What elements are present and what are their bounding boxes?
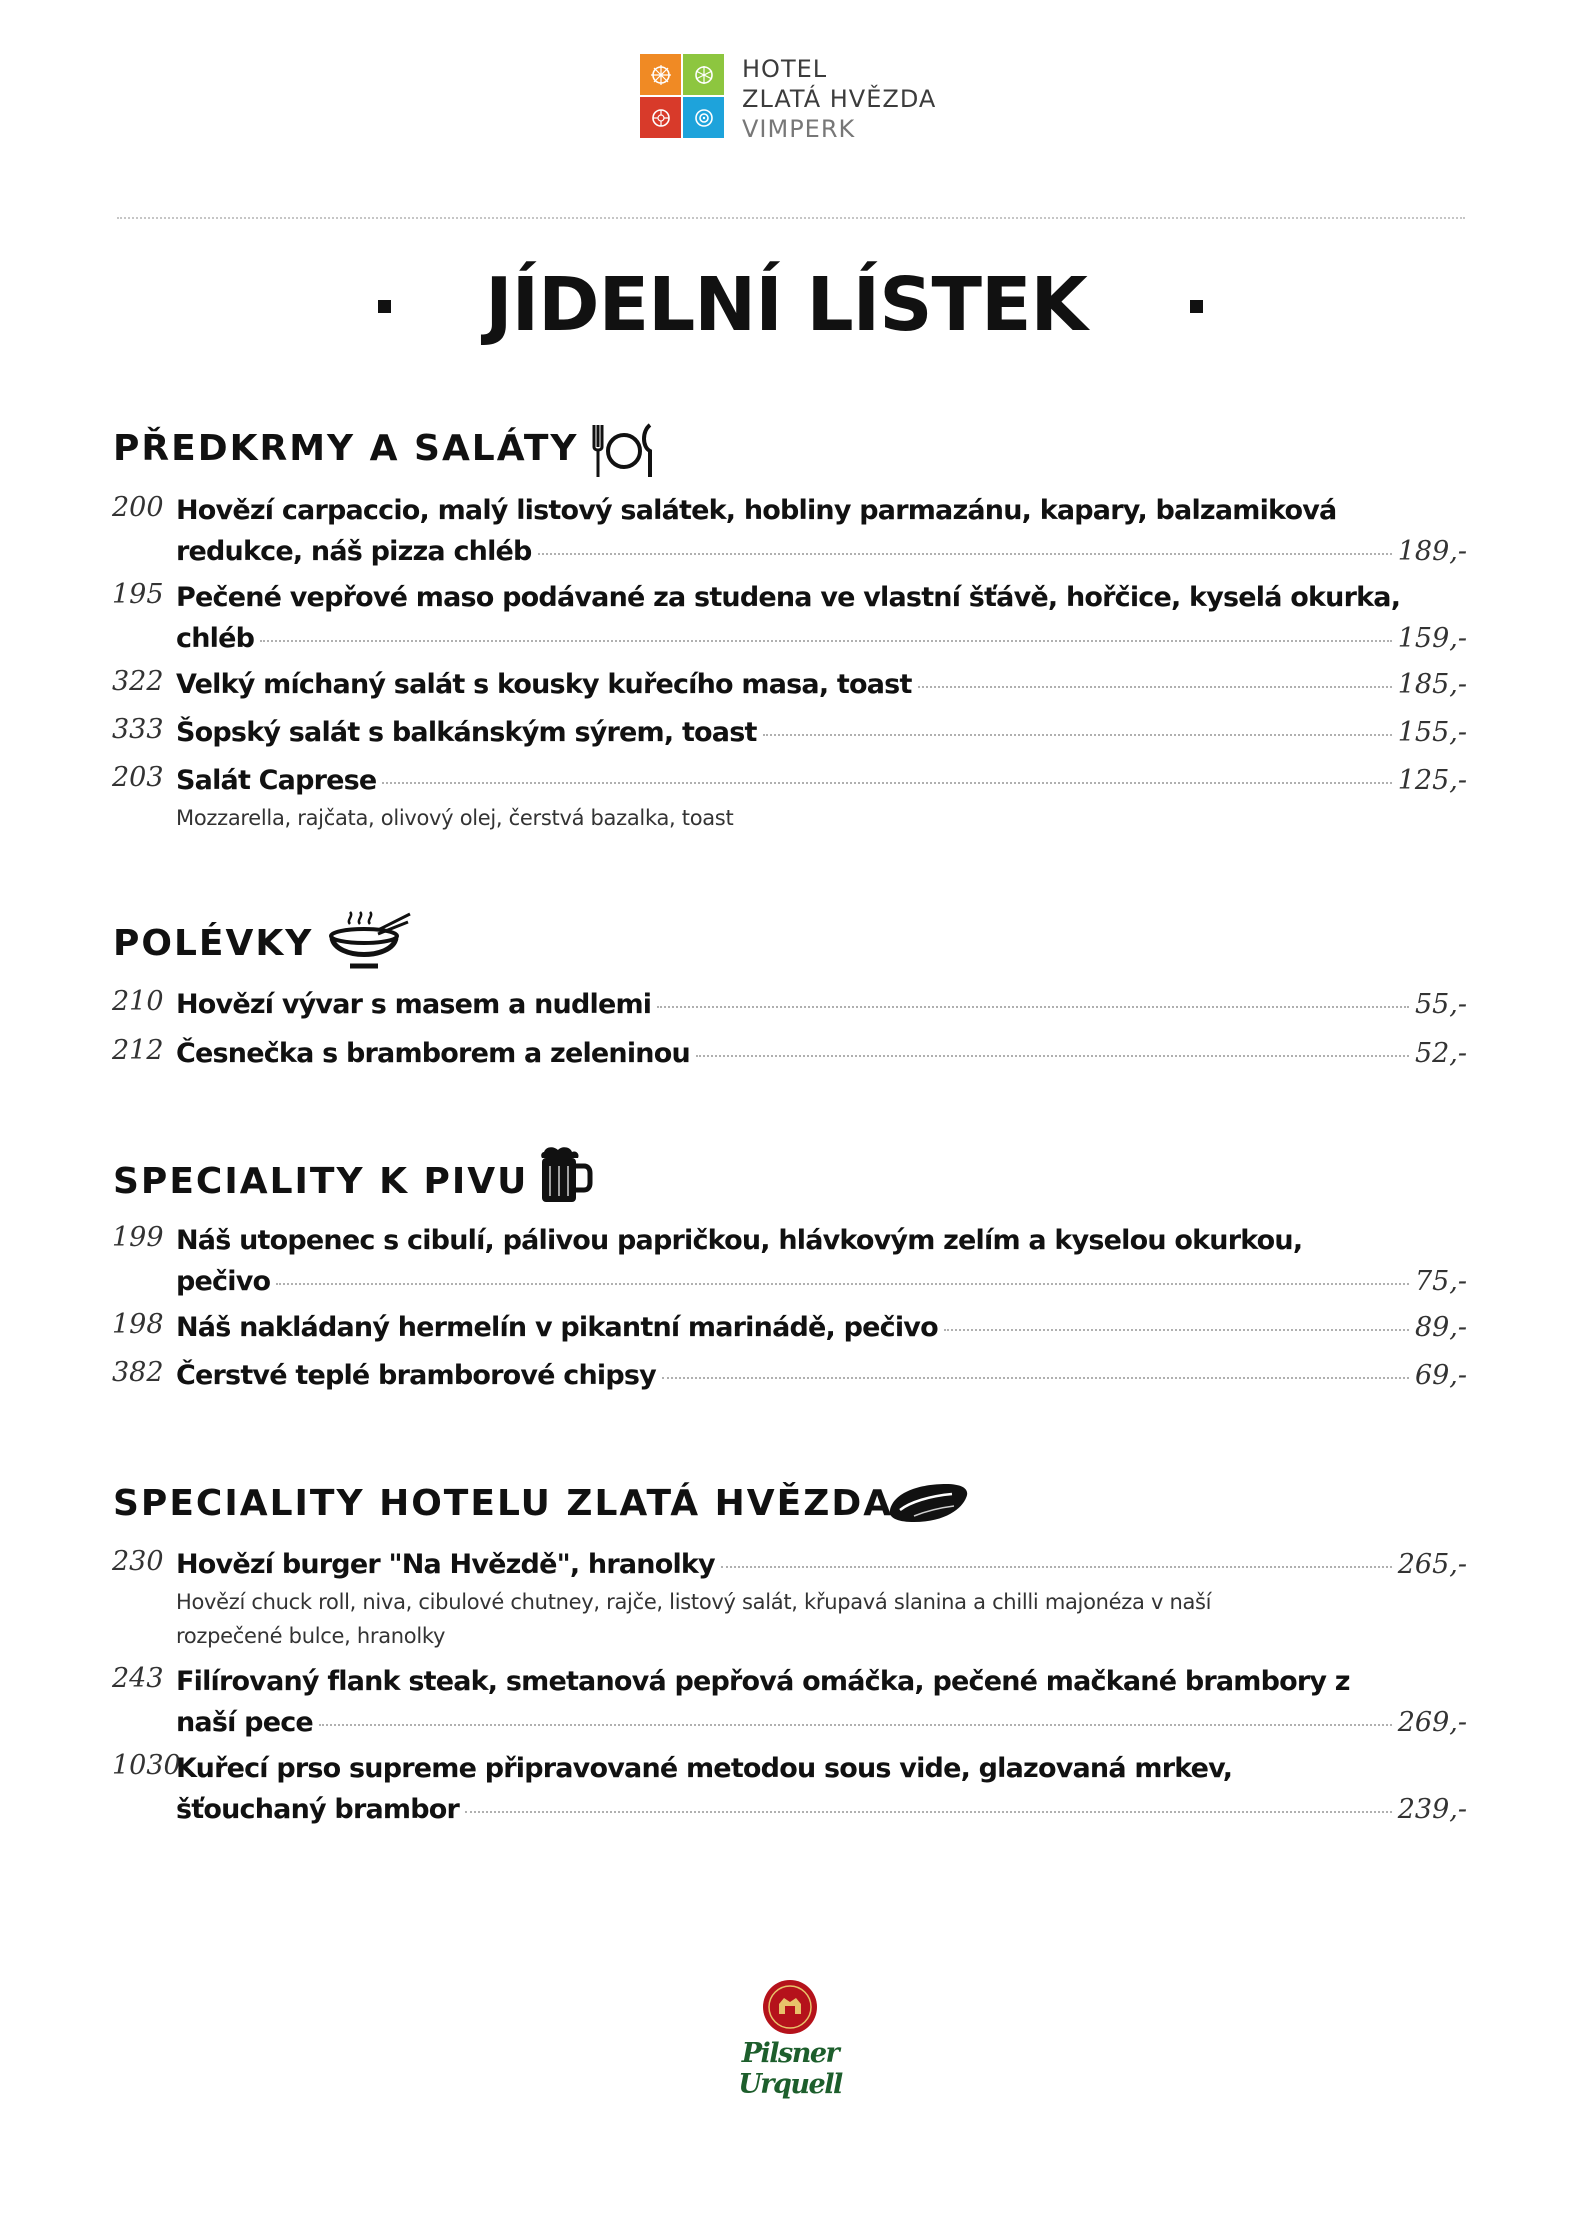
steak-icon	[886, 1480, 970, 1528]
item-name-line: naší pece	[176, 1707, 313, 1738]
section-title-appetizers: PŘEDKRMY A SALÁTY	[113, 428, 579, 469]
blue-tile-icon	[683, 97, 724, 138]
dot-leader	[382, 782, 1391, 784]
green-tile-icon	[683, 54, 724, 95]
item-number: 199	[112, 1222, 164, 1253]
item-name-line: Česnečka s bramborem a zeleninou	[176, 1038, 690, 1069]
item-number: 382	[112, 1357, 164, 1388]
item-name-line: Náš utopenec s cibulí, pálivou papričkou, hlávkovým zelím a kyselou okurkou,	[176, 1225, 1303, 1256]
hotel-name-line3: VIMPERK	[742, 115, 856, 143]
logo-tiles	[640, 54, 724, 138]
section-title-soups: POLÉVKY	[113, 923, 314, 964]
item-name-line: Salát Caprese	[176, 765, 377, 796]
header-divider	[117, 217, 1465, 219]
hotel-name-line1: HOTEL	[742, 55, 828, 83]
item-name-line: Pečené vepřové maso podávané za studena ve vlastní šťávě, hořčice, kyselá okurka,	[176, 582, 1401, 613]
dot-leader	[662, 1377, 1409, 1379]
page-title: JÍDELNÍ LÍSTEK	[485, 262, 1087, 348]
item-name-line: šťouchaný brambor	[176, 1794, 460, 1825]
dot-leader	[260, 640, 1392, 642]
item-name-line: Hovězí carpaccio, malý listový salátek, hobliny parmazánu, kapary, balzamiková	[176, 495, 1337, 526]
dot-leader	[319, 1724, 1392, 1726]
item-price: 269,-	[1397, 1707, 1467, 1738]
red-tile-icon	[640, 97, 681, 138]
item-name-line: Velký míchaný salát s kousky kuřecího masa, toast	[176, 669, 912, 700]
item-price: 185,-	[1397, 669, 1467, 700]
hotel-name-line2: ZLATÁ HVĚZDA	[742, 85, 937, 113]
dot-leader	[696, 1055, 1409, 1057]
item-number: 195	[112, 579, 164, 610]
item-price: 159,-	[1397, 623, 1467, 654]
dot-leader	[538, 553, 1392, 555]
soup-bowl-icon	[328, 906, 412, 974]
item-name-line: Náš nakládaný hermelín v pikantní marinádě, pečivo	[176, 1312, 938, 1343]
item-name-line: chléb	[176, 623, 255, 654]
pilsner-urquell-logo	[710, 1978, 870, 2100]
item-name-line: redukce, náš pizza chléb	[176, 536, 532, 567]
dot-leader	[465, 1811, 1392, 1813]
dot-leader	[918, 686, 1392, 688]
item-price: 89,-	[1414, 1312, 1467, 1343]
item-price: 189,-	[1397, 536, 1467, 567]
beer-mug-icon	[536, 1146, 594, 1206]
item-number: 322	[112, 666, 164, 697]
item-price: 75,-	[1414, 1266, 1467, 1297]
item-name-line: pečivo	[176, 1266, 271, 1297]
item-price: 125,-	[1397, 765, 1467, 796]
item-number: 230	[112, 1546, 164, 1577]
item-price: 69,-	[1414, 1360, 1467, 1391]
dot-leader	[763, 734, 1392, 736]
item-description: Hovězí chuck roll, niva, cibulové chutney, rajče, listový salát, křupavá slanina a chilli majonéza v naší	[176, 1590, 1212, 1614]
item-price: 155,-	[1397, 717, 1467, 748]
section-title-beer-specials: SPECIALITY K PIVU	[113, 1161, 529, 1202]
item-number: 333	[112, 714, 164, 745]
cutlery-plate-icon	[588, 421, 660, 481]
item-name-line: Hovězí burger "Na Hvězdě", hranolky	[176, 1549, 715, 1580]
item-description: Mozzarella, rajčata, olivový olej, čerstvá bazalka, toast	[176, 806, 734, 830]
item-price: 265,-	[1397, 1549, 1467, 1580]
hotel-logo	[640, 54, 960, 144]
brewery-seal-icon	[761, 1978, 819, 2036]
dot-leader	[721, 1566, 1392, 1568]
item-number: 243	[112, 1663, 164, 1694]
item-name-line: Filírovaný flank steak, smetanová pepřová omáčka, pečené mačkané brambory z	[176, 1666, 1350, 1697]
section-title-hotel-specials: SPECIALITY HOTELU ZLATÁ HVĚZDA	[113, 1483, 894, 1524]
item-number: 212	[112, 1035, 164, 1066]
item-price: 52,-	[1414, 1038, 1467, 1069]
item-name-line: Šopský salát s balkánským sýrem, toast	[176, 717, 757, 748]
footer-brand-name: Pilsner Urquell	[738, 2038, 842, 2100]
title-bullet-right	[1190, 300, 1203, 313]
item-name-line: Hovězí vývar s masem a nudlemi	[176, 989, 652, 1020]
item-number: 200	[112, 492, 164, 523]
dot-leader	[944, 1329, 1409, 1331]
item-price: 55,-	[1414, 989, 1467, 1020]
item-price: 239,-	[1397, 1794, 1467, 1825]
orange-tile-icon	[640, 54, 681, 95]
item-number: 1030	[112, 1750, 181, 1781]
item-name-line: Čerstvé teplé bramborové chipsy	[176, 1360, 656, 1391]
item-description: rozpečené bulce, hranolky	[176, 1624, 446, 1648]
item-number: 203	[112, 762, 164, 793]
dot-leader	[657, 1006, 1409, 1008]
item-number: 198	[112, 1309, 164, 1340]
item-name-line: Kuřecí prso supreme připravované metodou sous vide, glazovaná mrkev,	[176, 1753, 1233, 1784]
hotel-name	[742, 54, 936, 144]
dot-leader	[276, 1283, 1409, 1285]
item-number: 210	[112, 986, 164, 1017]
